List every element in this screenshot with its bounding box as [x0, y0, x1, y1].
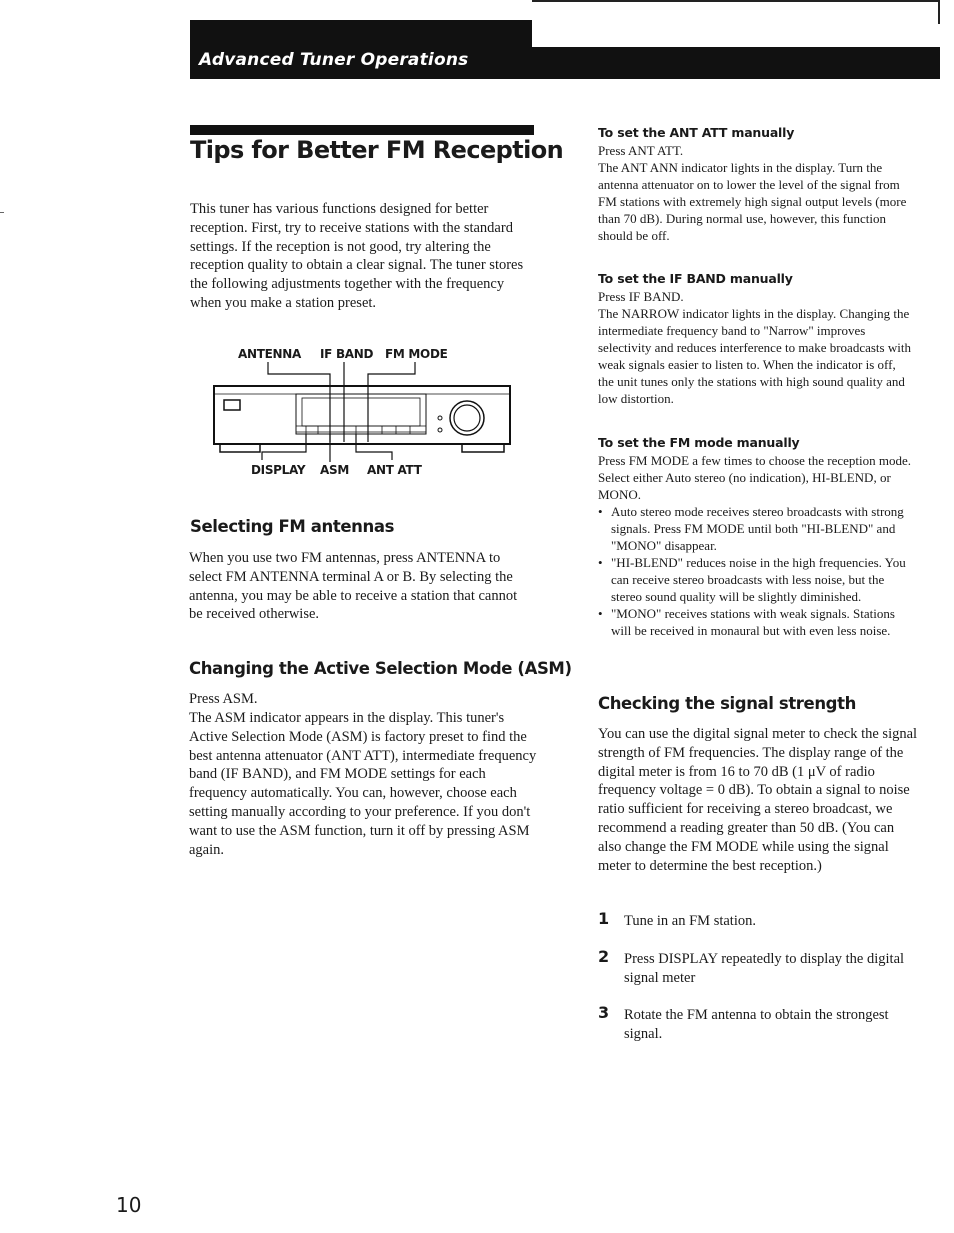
diagram-label-fm-mode: FM MODE [385, 347, 448, 361]
bullet-icon: • [598, 606, 603, 621]
bullet-icon: • [598, 504, 603, 519]
list-item: • Auto stereo mode receives stereo broadcasts with strong signals. Press FM MODE until both "HI-BLEND" and "MONO" disappear. [598, 504, 904, 553]
step-text: Rotate the FM antenna to obtain the strongest signal. [624, 1007, 889, 1042]
step-number: 2 [598, 947, 610, 966]
ant-att-press: Press ANT ATT. [598, 143, 684, 158]
header-corner-tick [938, 0, 940, 24]
ant-att-body: The ANT ANN indicator lights in the display. Turn the antenna attenuator on to lower the level of the signal from FM stations with extremely high signal output levels (more than 70 dB). During normal use, however, this function should be off. [598, 160, 907, 243]
bullet-icon: • [598, 555, 603, 570]
diagram-label-antenna: ANTENNA [238, 347, 301, 361]
fm-mode-body: Press FM MODE a few times to choose the reception mode. Select either Auto stereo (no indication), HI-BLEND, or MONO. [598, 453, 912, 502]
asm-body: The ASM indicator appears in the display. This tuner's Active Selection Mode (ASM) is factory preset to find the best antenna attenuator (ANT ATT), intermediate frequency band (IF BAND), and FM MODE settings for each frequency automatically. You can, however, choose each setting manually according to your preference. If you don't want to use the ASM function, turn it off by pressing ASM again. [189, 710, 537, 858]
asm-press-instruction: Press ASM. [189, 691, 258, 707]
list-item: • "MONO" receives stations with weak signals. Stations will be received in monaural but with even less noise. [598, 606, 895, 638]
page-title: Tips for Better FM Reception [190, 136, 564, 164]
heading-signal-strength: Checking the signal strength [598, 694, 856, 713]
header-top-rule [532, 0, 940, 2]
page-number: 10 [116, 1193, 142, 1217]
tuner-front-panel-illustration [210, 362, 515, 464]
diagram-label-asm: ASM [320, 463, 349, 477]
heading-if-band: To set the IF BAND manually [598, 271, 793, 286]
step-number: 1 [598, 909, 610, 928]
heading-ant-att: To set the ANT ATT manually [598, 125, 795, 140]
selecting-antennas-body: When you use two FM antennas, press ANTENNA to select FM ANTENNA terminal A or B. By selecting the antenna, you may be able to receive a station that cannot be received otherwise. [189, 550, 518, 623]
heading-fm-mode: To set the FM mode manually [598, 435, 800, 450]
ant-att-section [598, 142, 914, 244]
step-text: Press DISPLAY repeatedly to display the digital signal meter [624, 951, 905, 986]
title-rule [190, 125, 534, 135]
diagram-label-ant-att: ANT ATT [367, 463, 422, 477]
intro-paragraph: This tuner has various functions designed for better reception. First, try to receive stations with the standard settings. If the reception is not good, try altering the reception quality to obtain a clear signal. The tuner stores the following adjustments together with the frequency when you make a station preset. [190, 201, 524, 311]
if-band-section [598, 288, 914, 407]
step-number: 3 [598, 1003, 610, 1022]
diagram-label-display: DISPLAY [251, 463, 306, 477]
margin-mark [0, 212, 4, 213]
diagram-label-if-band: IF BAND [320, 347, 374, 361]
list-item: • "HI-BLEND" reduces noise in the high frequencies. You can receive stereo broadcasts with less noise, but the stereo sound quality will be slightly diminished. [598, 555, 906, 604]
section-header-title: Advanced Tuner Operations [199, 50, 469, 70]
header-tab [190, 20, 532, 50]
step-text: Tune in an FM station. [624, 913, 756, 929]
if-band-body: The NARROW indicator lights in the display. Changing the intermediate frequency band to "Narrow" improves selectivity and reduces interference to make broadcasts with weak signals easier to listen to. When the indicator is off, the unit tunes only the stations with high sound quality and low distortion. [598, 306, 911, 406]
if-band-press: Press IF BAND. [598, 289, 684, 304]
heading-asm: Changing the Active Selection Mode (ASM) [189, 659, 572, 678]
fm-mode-bullet-list [598, 503, 914, 639]
heading-selecting-antennas: Selecting FM antennas [190, 517, 394, 536]
signal-strength-body: You can use the digital signal meter to check the signal strength of FM frequencies. The display range of the digital meter is from 16 to 70 dB (1 μV of radio frequency voltage = 0 dB). To obtain a signal to noise ratio sufficient for receiving a stereo broadcast, we recommend a reading greater than 50 dB. (You can also change the FM MODE while using the signal meter to determine the best reception.) [598, 726, 918, 874]
